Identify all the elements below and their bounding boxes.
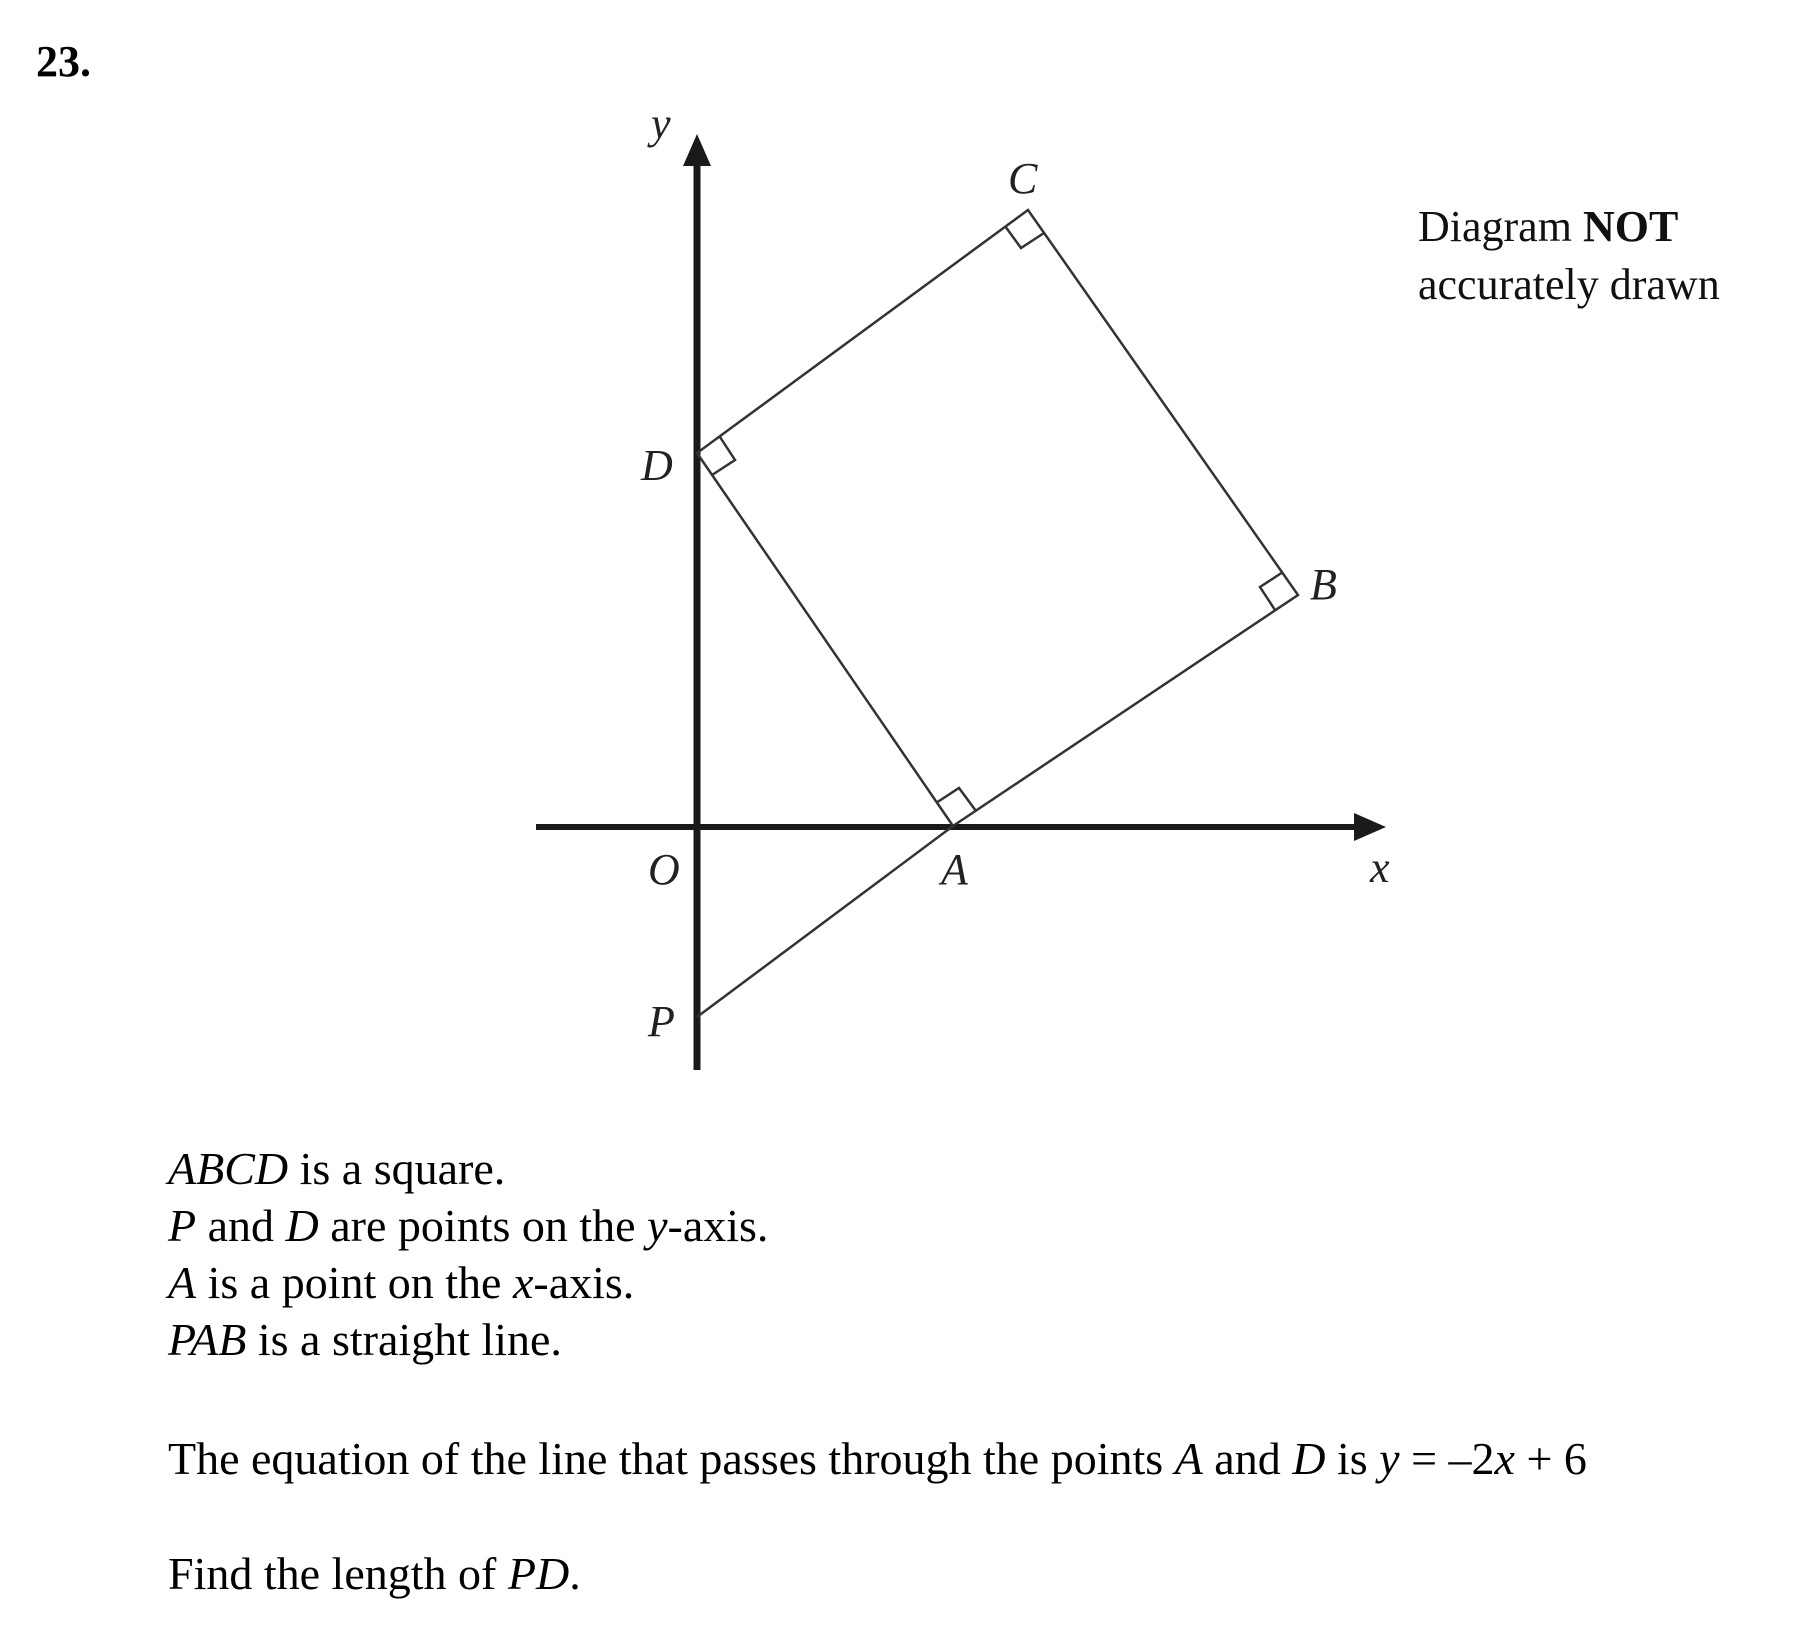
right-angle-a [936, 788, 976, 811]
label-a: A [941, 845, 968, 894]
question-number: 23. [36, 37, 91, 86]
right-angle-c [1005, 226, 1044, 248]
note-line2: accurately drawn [1418, 260, 1720, 309]
equation-sentence: The equation of the line that passes through the points A and D is y = –2x + 6 [168, 1433, 1587, 1484]
x-axis-arrowhead [1354, 813, 1386, 841]
square-abcd [697, 210, 1298, 826]
note-prefix: Diagram [1418, 202, 1572, 251]
y-axis-arrowhead [683, 134, 711, 166]
statement-1: ABCD is a square. [168, 1143, 506, 1194]
task-sentence: Find the length of PD. [168, 1548, 581, 1599]
statement-4: PAB is a straight line. [168, 1314, 562, 1365]
label-p: P [648, 997, 675, 1046]
note-emphasis: NOT [1582, 202, 1679, 251]
label-origin: O [648, 845, 680, 894]
right-angle-d [712, 437, 735, 475]
label-b: B [1310, 560, 1337, 609]
label-d: D [641, 441, 673, 490]
right-angle-b [1260, 572, 1283, 610]
label-y-axis: y [651, 99, 671, 148]
statement-2: P and D are points on the y-axis. [168, 1200, 769, 1251]
line-pa [697, 826, 953, 1017]
statement-3: A is a point on the x-axis. [168, 1257, 635, 1308]
statements [168, 1140, 768, 1368]
label-x-axis: x [1370, 843, 1390, 892]
label-c: C [1008, 154, 1038, 203]
